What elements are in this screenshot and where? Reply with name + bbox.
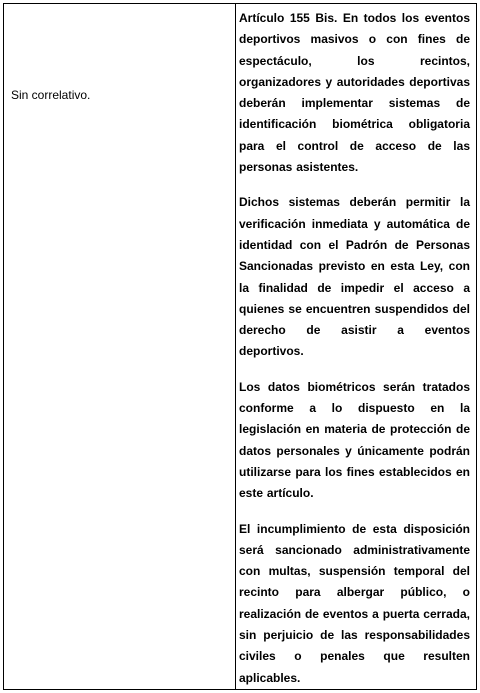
article-paragraph: El incumplimiento de esta disposición será sancionado administrativamente con multas, suspensión temporal del recinto para albergar público, o realización de eventos a puerta cerrada, sin perjuicio de las responsabilidades civiles o penales que resulten aplicables. xyxy=(239,521,470,685)
article-paragraph: Dichos sistemas deberán permitir la verificación inmediata y automática de identidad con el Padrón de Personas Sancionadas previsto en esta Ley, con la finalidad de impedir el acceso a quienes se encuentren suspendidos del derecho de asistir a eventos deportivos. xyxy=(239,195,470,359)
no-correlative-label: Sin correlativo. xyxy=(11,88,91,102)
current-text-cell xyxy=(4,4,236,690)
comparison-table xyxy=(3,3,477,690)
article-paragraph: Los datos biométricos serán tratados conforme a lo dispuesto en la legislación en materia de protección de datos personales y únicamente podrán utilizarse para los fines establecidos en este artículo. xyxy=(239,379,470,501)
proposed-text-cell xyxy=(236,4,477,690)
table-row xyxy=(4,4,477,690)
article-paragraph: Artículo 155 Bis. En todos los eventos deportivos masivos o con fines de espectáculo, los recintos, organizadores y autoridades deportivas deberán implementar sistemas de identificación biométrica obligatoria para el control de acceso de las personas asistentes. xyxy=(239,11,470,175)
